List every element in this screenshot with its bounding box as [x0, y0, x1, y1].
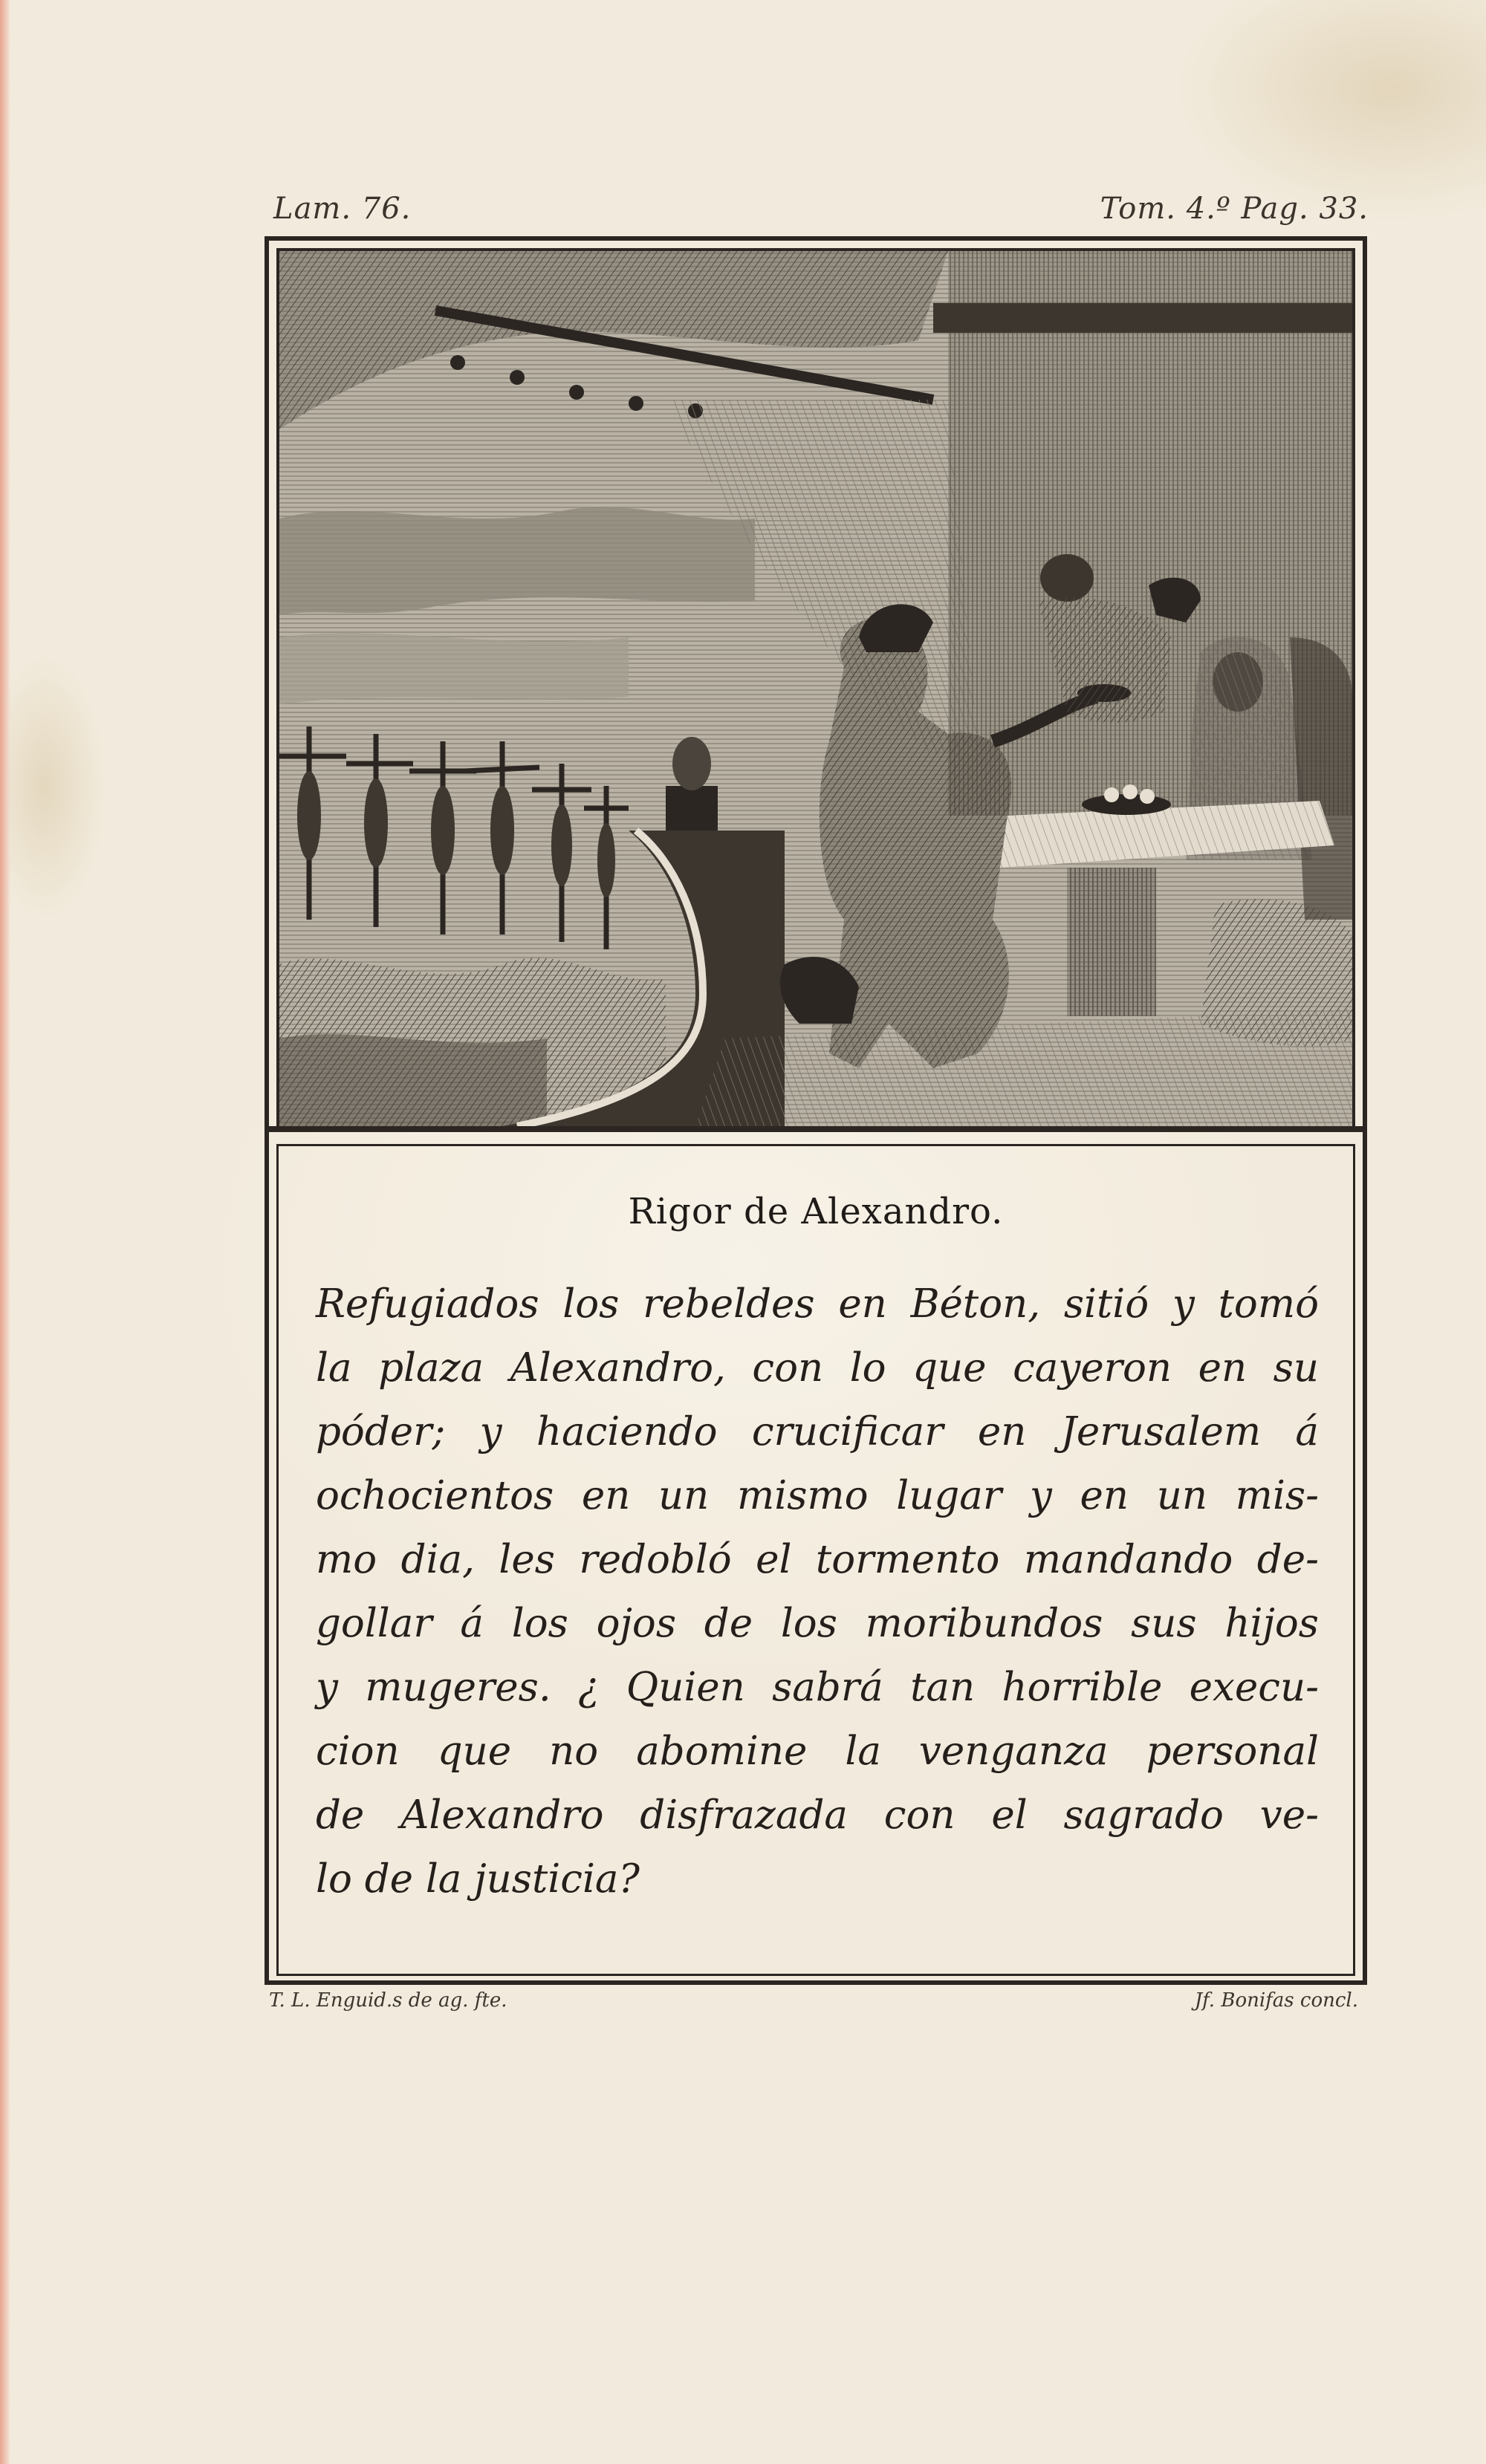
engraving-illustration — [276, 248, 1355, 1129]
caption-line: de Alexandro disfrazada con el sagrado ve- — [316, 1792, 1319, 1838]
caption-line: y mugeres. ¿ Quien sabrá tan horrible execu- — [316, 1665, 1319, 1710]
urn-finial — [672, 737, 711, 790]
engraver-credit: Jf. Bonifas concl. — [1194, 1989, 1358, 2012]
caption-line: gollar á los ojos de los moribundos sus hijos — [316, 1601, 1319, 1646]
caption-line: póder; y haciendo crucificar en Jerusalem á — [316, 1409, 1319, 1454]
caption-line: mo dia, les redobló el tormento mandando de- — [316, 1537, 1319, 1582]
cushion-drapery — [1201, 899, 1352, 1046]
plate-number: Lam. 76. — [273, 192, 412, 226]
divider-rule — [269, 1126, 1363, 1132]
volume-page-reference: Tom. 4.º Pag. 33. — [1100, 192, 1369, 226]
caption-line: cion que no abomine la venganza personal — [316, 1729, 1319, 1774]
caption-panel — [276, 1144, 1355, 1976]
artist-credit: T. L. Enguid.s de ag. fte. — [269, 1989, 507, 2012]
wall-cornice — [933, 303, 1352, 333]
caption-line: la plaza Alexandro, con lo que cayeron en su — [316, 1345, 1319, 1391]
caption-title: Rigor de Alexandro. — [628, 1191, 1004, 1232]
engraving-scene — [279, 251, 1352, 1126]
page-edge-stain — [0, 0, 10, 2464]
caption-line: ochocientos en un mismo lugar y en un mis- — [316, 1473, 1319, 1518]
caption-line: lo de la justicia? — [316, 1856, 640, 1902]
caption-line: Refugiados los rebeldes en Béton, sitió y tomó — [316, 1281, 1319, 1327]
